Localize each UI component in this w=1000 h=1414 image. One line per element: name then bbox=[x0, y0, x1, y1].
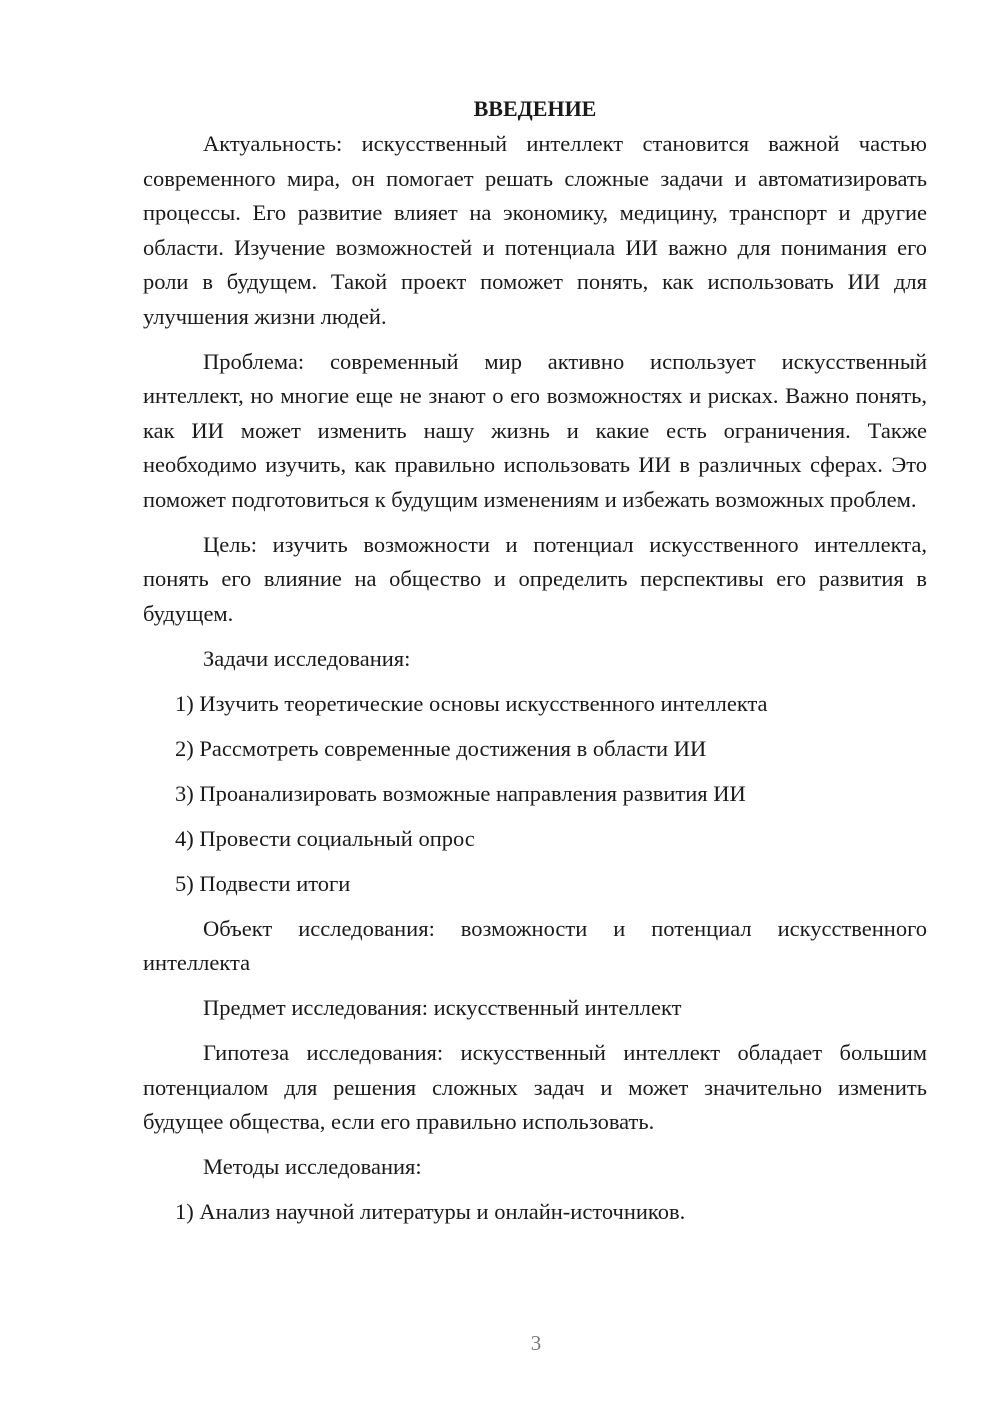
object-paragraph: Объект исследования: возможности и потенциал искусственного интеллекта bbox=[143, 915, 927, 975]
hypothesis-paragraph: Гипотеза исследования: искусственный интеллект обладает большим потенциалом для решения сложных задач и может значительно изменить будущее общества, если его правильно использовать. bbox=[143, 1040, 927, 1134]
method-item: 1) Анализ научной литературы и онлайн-источников. bbox=[175, 1199, 686, 1224]
task-item: 2) Рассмотреть современные достижения в области ИИ bbox=[175, 735, 707, 761]
task-item: 5) Подвести итоги bbox=[175, 870, 351, 896]
subject-paragraph: Предмет исследования: искусственный интеллект bbox=[203, 995, 682, 1020]
task-item: 3) Проанализировать возможные направления развития ИИ bbox=[175, 780, 746, 806]
goal-paragraph: Цель: изучить возможности и потенциал искусственного интеллекта, понять его влияние на общество и определить перспективы его развития в будущем. bbox=[143, 531, 927, 626]
problem-paragraph: Проблема: современный мир активно использует искусственный интеллект, но многие еще не знают о его возможностях и рисках. Важно понять, как ИИ может изменить нашу жизнь и какие есть ограничения. Также необходимо изучить, как правильно использовать ИИ в различных сферах. Это поможет подготовиться к будущим изменениям и избежать возможных проблем. bbox=[143, 348, 927, 512]
page-title: ВВЕДЕНИЕ bbox=[473, 96, 597, 121]
task-item: 1) Изучить теоретические основы искусственного интеллекта bbox=[175, 690, 768, 716]
task-item: 4) Провести социальный опрос bbox=[175, 825, 475, 851]
page-number: 3 bbox=[530, 1331, 542, 1355]
methods-title: Методы исследования: bbox=[203, 1154, 422, 1179]
document-page bbox=[143, 92, 927, 1240]
tasks-title: Задачи исследования: bbox=[203, 645, 411, 671]
relevance-paragraph: Актуальность: искусственный интеллект становится важной частью современного мира, он помогает решать сложные задачи и автоматизировать процессы. Его развитие влияет на экономику, медицину, транспорт и другие области. Изучение возможностей и потенциала ИИ важно для понимания его роли в будущем. Такой проект поможет понять, как использовать ИИ для улучшения жизни людей. bbox=[143, 131, 927, 329]
